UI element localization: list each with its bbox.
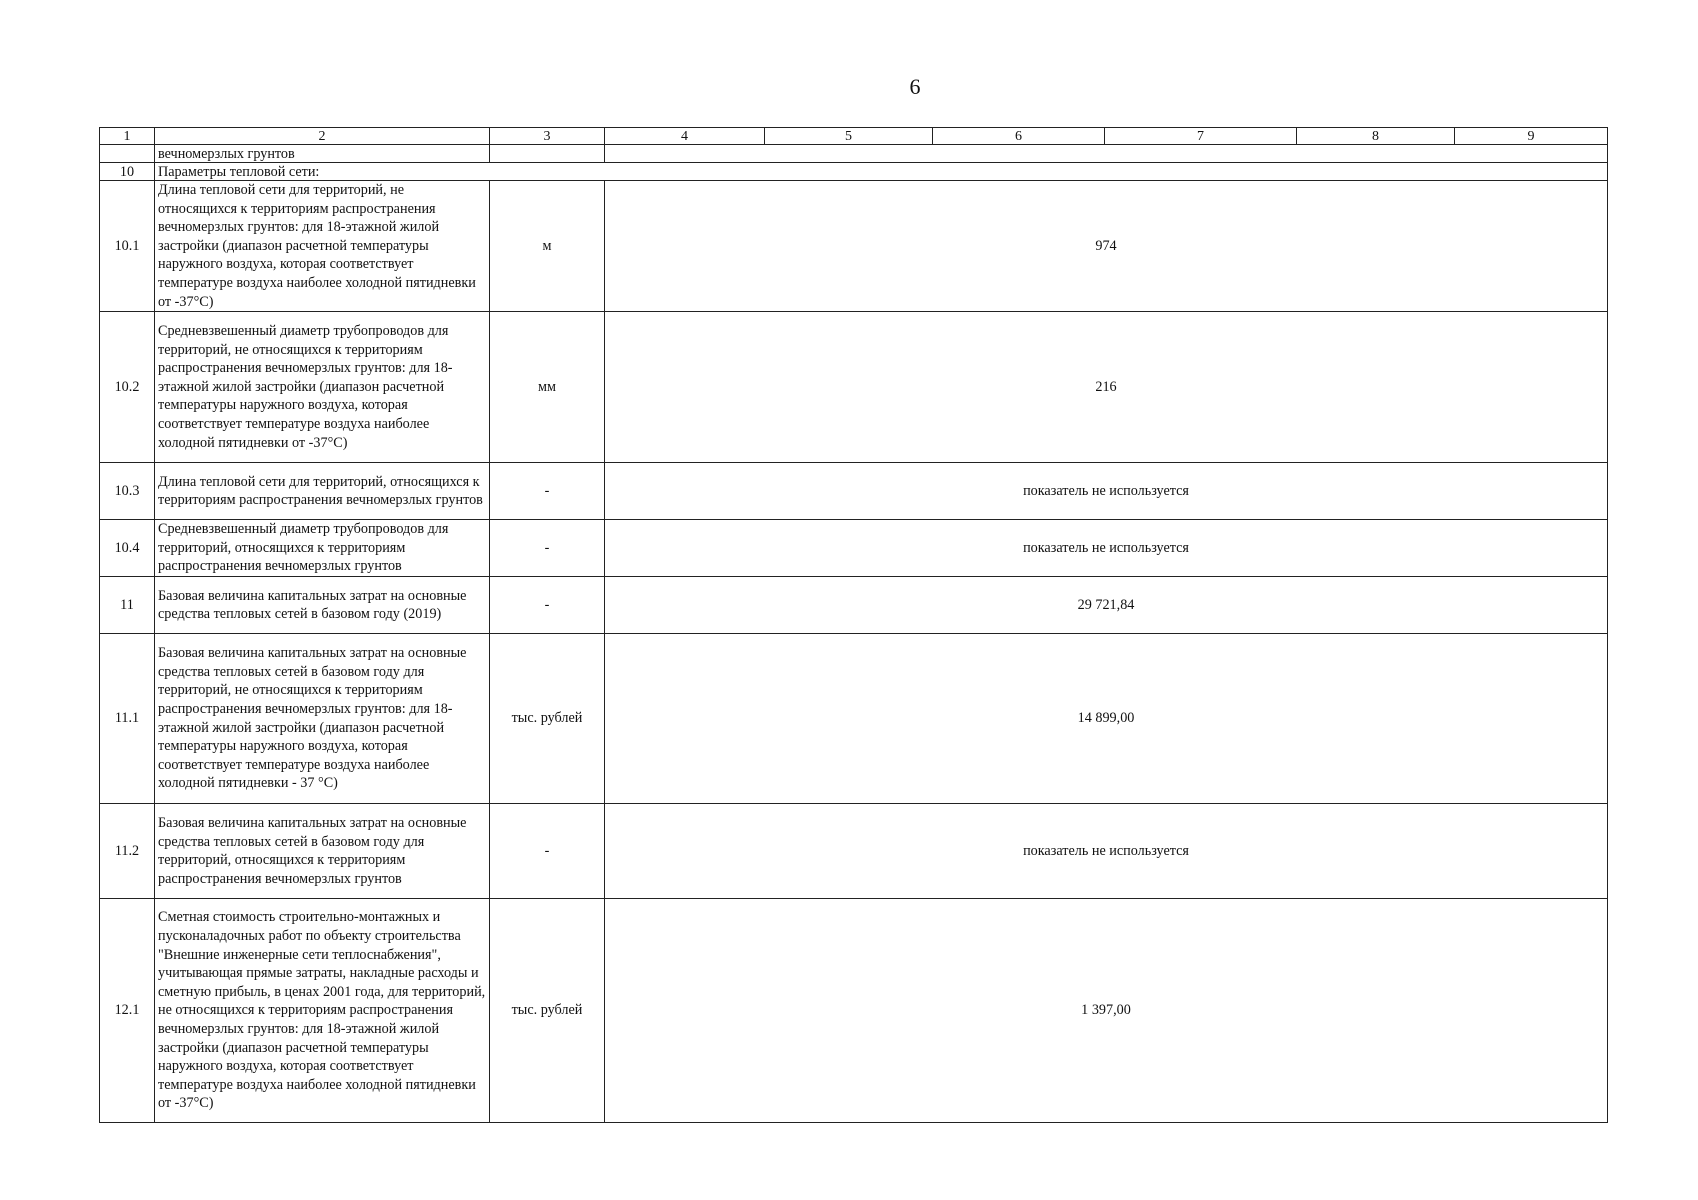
row-value: показатель не используется	[605, 463, 1608, 520]
row-unit: -	[490, 463, 605, 520]
column-header-5: 5	[765, 128, 933, 145]
column-header-4: 4	[605, 128, 765, 145]
row-name: Длина тепловой сети для территорий, относящихся к территориям распространения вечномерзлых грунтов	[155, 463, 490, 520]
row-unit: тыс. рублей	[490, 899, 605, 1123]
page-number: 6	[909, 74, 921, 99]
row-value	[605, 145, 1608, 163]
row-number: 10.1	[100, 181, 155, 312]
column-number-header	[100, 128, 1608, 145]
column-header-9: 9	[1455, 128, 1608, 145]
row-name: Сметная стоимость строительно-монтажных и пусконаладочных работ по объекту строительства "Внешние инженерные сети теплоснабжения", учитывающая прямые затраты, накладные расходы и сметную прибыль, в ценах 2001 года, для территорий, не относящихся к территориям распространения вечномерзлых грунтов: для 18-этажной жилой застройки (диапазон расчетной температуры наружного воздуха, которая соответствует температуре воздуха наиболее холодной пятидневки от -37°С)	[155, 899, 490, 1123]
row-unit: тыс. рублей	[490, 634, 605, 804]
row-value: 216	[605, 312, 1608, 463]
table-row	[100, 804, 1608, 899]
row-value: показатель не используется	[605, 520, 1608, 577]
table-row	[100, 463, 1608, 520]
column-header-3: 3	[490, 128, 605, 145]
row-name: Средневзвешенный диаметр трубопроводов для территорий, относящихся к территориям распространения вечномерзлых грунтов	[155, 520, 490, 577]
row-name: Средневзвешенный диаметр трубопроводов для территорий, не относящихся к территориям распространения вечномерзлых грунтов: для 18-этажной жилой застройки (диапазон расчетной температуры наружного воздуха, которая соответствует температуре воздуха наиболее холодной пятидневки от -37°С)	[155, 312, 490, 463]
row-number: 10.2	[100, 312, 155, 463]
table-row	[100, 163, 1608, 181]
row-value: 974	[605, 181, 1608, 312]
row-name: Длина тепловой сети для территорий, не относящихся к территориям распространения вечномерзлых грунтов: для 18-этажной жилой застройки (диапазон расчетной температуры наружного воздуха, которая соответствует температуре воздуха наиболее холодной пятидневки от -37°С)	[155, 181, 490, 312]
table-row	[100, 145, 1608, 163]
row-unit: мм	[490, 312, 605, 463]
row-number	[100, 145, 155, 163]
row-number: 11.1	[100, 634, 155, 804]
table-row	[100, 312, 1608, 463]
row-value: 29 721,84	[605, 577, 1608, 634]
row-name: Базовая величина капитальных затрат на основные средства тепловых сетей в базовом году для территорий, не относящихся к территориям распространения вечномерзлых грунтов: для 18-этажной жилой застройки (диапазон расчетной температуры наружного воздуха, которая соответствует температуре воздуха наиболее холодной пятидневки - 37 °С)	[155, 634, 490, 804]
table-row	[100, 899, 1608, 1123]
row-number: 11.2	[100, 804, 155, 899]
row-name: вечномерзлых грунтов	[155, 145, 490, 163]
row-number: 10	[100, 163, 155, 181]
row-number: 10.4	[100, 520, 155, 577]
row-name: Параметры тепловой сети:	[155, 163, 1608, 181]
table-row	[100, 520, 1608, 577]
row-unit	[490, 145, 605, 163]
table-row	[100, 634, 1608, 804]
row-name: Базовая величина капитальных затрат на основные средства тепловых сетей в базовом году (2019)	[155, 577, 490, 634]
column-header-8: 8	[1297, 128, 1455, 145]
table-row	[100, 181, 1608, 312]
row-name: Базовая величина капитальных затрат на основные средства тепловых сетей в базовом году для территорий, относящихся к территориям распространения вечномерзлых грунтов	[155, 804, 490, 899]
column-header-2: 2	[155, 128, 490, 145]
row-unit: м	[490, 181, 605, 312]
table-row	[100, 577, 1608, 634]
row-value: 1 397,00	[605, 899, 1608, 1123]
row-unit: -	[490, 520, 605, 577]
row-unit: -	[490, 804, 605, 899]
row-number: 12.1	[100, 899, 155, 1123]
parameters-table	[99, 127, 1608, 1123]
row-value: 14 899,00	[605, 634, 1608, 804]
row-number: 11	[100, 577, 155, 634]
column-header-6: 6	[933, 128, 1105, 145]
row-value: показатель не используется	[605, 804, 1608, 899]
row-number: 10.3	[100, 463, 155, 520]
column-header-1: 1	[100, 128, 155, 145]
row-unit: -	[490, 577, 605, 634]
column-header-7: 7	[1105, 128, 1297, 145]
